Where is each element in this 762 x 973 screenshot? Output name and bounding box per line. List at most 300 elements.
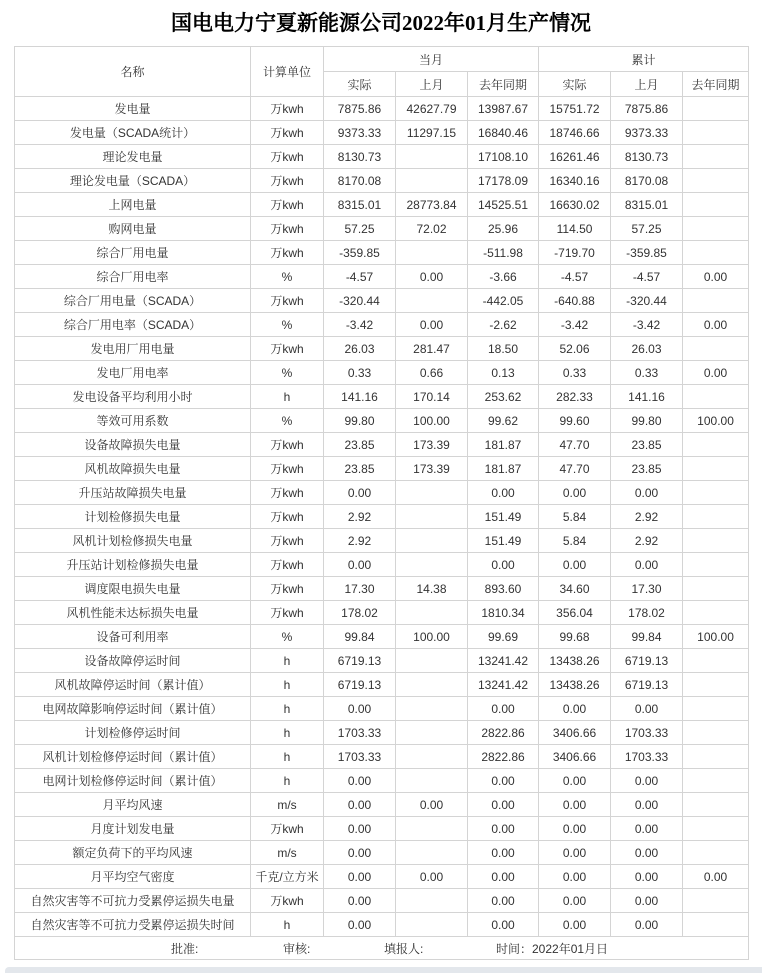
value-cell: 0.00: [468, 913, 539, 937]
table-row: [15, 217, 749, 241]
value-cell: 9373.33: [324, 121, 396, 145]
value-cell: 181.87: [468, 433, 539, 457]
row-name-cell: 综合厂用电率: [15, 265, 251, 289]
value-cell: [683, 529, 749, 553]
table-row: [15, 433, 749, 457]
unit-cell: h: [251, 673, 324, 697]
value-cell: [396, 673, 468, 697]
unit-cell: %: [251, 265, 324, 289]
value-cell: 0.00: [468, 841, 539, 865]
unit-cell: 万kwh: [251, 577, 324, 601]
value-cell: 25.96: [468, 217, 539, 241]
value-cell: 253.62: [468, 385, 539, 409]
unit-cell: 万kwh: [251, 481, 324, 505]
column-header-total-lastyear: 去年同期: [683, 72, 749, 97]
value-cell: 2.92: [611, 505, 683, 529]
unit-cell: m/s: [251, 841, 324, 865]
table-row: [15, 649, 749, 673]
value-cell: 0.00: [539, 481, 611, 505]
value-cell: 3406.66: [539, 721, 611, 745]
value-cell: 28773.84: [396, 193, 468, 217]
row-name-cell: 发电用厂用电量: [15, 337, 251, 361]
value-cell: 0.00: [324, 481, 396, 505]
value-cell: [683, 673, 749, 697]
unit-cell: 万kwh: [251, 169, 324, 193]
value-cell: 181.87: [468, 457, 539, 481]
column-group-cumulative: 累计: [539, 47, 749, 72]
value-cell: 114.50: [539, 217, 611, 241]
value-cell: [396, 841, 468, 865]
unit-cell: 万kwh: [251, 553, 324, 577]
unit-cell: 万kwh: [251, 241, 324, 265]
value-cell: [396, 529, 468, 553]
value-cell: -719.70: [539, 241, 611, 265]
value-cell: 13438.26: [539, 649, 611, 673]
value-cell: [683, 433, 749, 457]
column-header-month-actual: 实际: [324, 72, 396, 97]
value-cell: 99.69: [468, 625, 539, 649]
value-cell: -4.57: [324, 265, 396, 289]
value-cell: 100.00: [683, 409, 749, 433]
value-cell: -3.42: [611, 313, 683, 337]
column-header-unit: 计算单位: [251, 47, 324, 97]
value-cell: 0.00: [611, 889, 683, 913]
value-cell: -2.62: [468, 313, 539, 337]
reviewer-label: 审核:: [283, 942, 311, 956]
table-row: [15, 145, 749, 169]
value-cell: [683, 193, 749, 217]
value-cell: [683, 553, 749, 577]
value-cell: [683, 145, 749, 169]
value-cell: 14.38: [396, 577, 468, 601]
value-cell: [683, 385, 749, 409]
value-cell: 0.00: [324, 913, 396, 937]
value-cell: 151.49: [468, 505, 539, 529]
table-row: [15, 97, 749, 121]
value-cell: [396, 481, 468, 505]
value-cell: 0.00: [324, 841, 396, 865]
row-name-cell: 额定负荷下的平均风速: [15, 841, 251, 865]
value-cell: 2.92: [611, 529, 683, 553]
approver-label: 批准:: [171, 942, 199, 956]
unit-cell: 万kwh: [251, 97, 324, 121]
value-cell: 0.00: [324, 793, 396, 817]
value-cell: 0.00: [396, 265, 468, 289]
value-cell: 16630.02: [539, 193, 611, 217]
value-cell: -442.05: [468, 289, 539, 313]
table-row: [15, 505, 749, 529]
value-cell: 0.00: [468, 889, 539, 913]
signature-row: [15, 937, 749, 960]
table-row: [15, 289, 749, 313]
row-name-cell: 自然灾害等不可抗力受累停运损失时间: [15, 913, 251, 937]
value-cell: 0.00: [683, 361, 749, 385]
unit-cell: h: [251, 697, 324, 721]
value-cell: 8315.01: [611, 193, 683, 217]
table-row: [15, 913, 749, 937]
unit-cell: h: [251, 721, 324, 745]
value-cell: 34.60: [539, 577, 611, 601]
value-cell: [683, 505, 749, 529]
value-cell: 26.03: [324, 337, 396, 361]
value-cell: 15751.72: [539, 97, 611, 121]
row-name-cell: 月度计划发电量: [15, 817, 251, 841]
value-cell: 0.00: [539, 793, 611, 817]
row-name-cell: 升压站计划检修损失电量: [15, 553, 251, 577]
table-row: [15, 625, 749, 649]
value-cell: -3.66: [468, 265, 539, 289]
value-cell: [683, 769, 749, 793]
row-name-cell: 购网电量: [15, 217, 251, 241]
value-cell: 0.00: [468, 769, 539, 793]
table-row: [15, 577, 749, 601]
table-row: [15, 553, 749, 577]
value-cell: 0.00: [611, 865, 683, 889]
signature-cell: [15, 937, 749, 960]
row-name-cell: 设备故障损失电量: [15, 433, 251, 457]
unit-cell: 万kwh: [251, 457, 324, 481]
value-cell: 0.00: [539, 913, 611, 937]
table-row: [15, 889, 749, 913]
value-cell: [683, 337, 749, 361]
column-header-month-lastyear: 去年同期: [468, 72, 539, 97]
row-name-cell: 月平均空气密度: [15, 865, 251, 889]
value-cell: 0.00: [683, 313, 749, 337]
value-cell: 0.00: [611, 697, 683, 721]
value-cell: [396, 169, 468, 193]
value-cell: 99.80: [324, 409, 396, 433]
value-cell: 173.39: [396, 433, 468, 457]
value-cell: [683, 289, 749, 313]
value-cell: 0.00: [396, 865, 468, 889]
value-cell: 14525.51: [468, 193, 539, 217]
value-cell: [683, 121, 749, 145]
value-cell: 72.02: [396, 217, 468, 241]
value-cell: -3.42: [324, 313, 396, 337]
unit-cell: 千克/立方米: [251, 865, 324, 889]
value-cell: [396, 769, 468, 793]
value-cell: 99.62: [468, 409, 539, 433]
value-cell: 0.00: [611, 913, 683, 937]
unit-cell: 万kwh: [251, 601, 324, 625]
value-cell: [396, 601, 468, 625]
value-cell: 8170.08: [611, 169, 683, 193]
value-cell: 0.33: [539, 361, 611, 385]
value-cell: 0.00: [324, 817, 396, 841]
value-cell: [396, 913, 468, 937]
table-row: [15, 265, 749, 289]
value-cell: 99.60: [539, 409, 611, 433]
value-cell: 282.33: [539, 385, 611, 409]
value-cell: 23.85: [324, 433, 396, 457]
table-row: [15, 529, 749, 553]
value-cell: 99.68: [539, 625, 611, 649]
table-row: [15, 673, 749, 697]
row-name-cell: 理论发电量: [15, 145, 251, 169]
unit-cell: 万kwh: [251, 121, 324, 145]
page-title: 国电电力宁夏新能源公司2022年01月生产情况: [171, 11, 591, 35]
value-cell: 17108.10: [468, 145, 539, 169]
row-name-cell: 计划检修停运时间: [15, 721, 251, 745]
value-cell: [683, 169, 749, 193]
value-cell: 2822.86: [468, 721, 539, 745]
column-header-total-lastmonth: 上月: [611, 72, 683, 97]
row-name-cell: 发电厂用电率: [15, 361, 251, 385]
value-cell: 17178.09: [468, 169, 539, 193]
value-cell: [683, 913, 749, 937]
value-cell: 0.00: [396, 313, 468, 337]
table-row: [15, 481, 749, 505]
value-cell: 0.00: [396, 793, 468, 817]
value-cell: 0.00: [539, 889, 611, 913]
value-cell: 7875.86: [611, 97, 683, 121]
table-row: [15, 409, 749, 433]
table-row: [15, 793, 749, 817]
value-cell: [683, 697, 749, 721]
table-row: [15, 457, 749, 481]
value-cell: 2.92: [324, 505, 396, 529]
value-cell: 8315.01: [324, 193, 396, 217]
value-cell: 0.00: [539, 865, 611, 889]
value-cell: 0.00: [324, 889, 396, 913]
table-row: [15, 121, 749, 145]
unit-cell: 万kwh: [251, 433, 324, 457]
column-header-total-actual: 实际: [539, 72, 611, 97]
value-cell: 0.00: [468, 793, 539, 817]
column-header-month-lastmonth: 上月: [396, 72, 468, 97]
value-cell: [683, 481, 749, 505]
value-cell: 8130.73: [611, 145, 683, 169]
value-cell: 9373.33: [611, 121, 683, 145]
row-name-cell: 等效可用系数: [15, 409, 251, 433]
row-name-cell: 计划检修损失电量: [15, 505, 251, 529]
value-cell: 1703.33: [324, 745, 396, 769]
unit-cell: 万kwh: [251, 193, 324, 217]
value-cell: 0.00: [539, 817, 611, 841]
value-cell: [683, 97, 749, 121]
value-cell: 6719.13: [611, 649, 683, 673]
value-cell: [396, 889, 468, 913]
table-row: [15, 337, 749, 361]
value-cell: 6719.13: [324, 649, 396, 673]
row-name-cell: 发电量: [15, 97, 251, 121]
value-cell: 0.00: [611, 481, 683, 505]
value-cell: 0.00: [468, 865, 539, 889]
column-header-name: 名称: [15, 47, 251, 97]
value-cell: 18746.66: [539, 121, 611, 145]
value-cell: [683, 841, 749, 865]
value-cell: 173.39: [396, 457, 468, 481]
value-cell: 5.84: [539, 505, 611, 529]
table-row: [15, 193, 749, 217]
row-name-cell: 发电量（SCADA统计）: [15, 121, 251, 145]
value-cell: -4.57: [539, 265, 611, 289]
row-name-cell: 综合厂用电率（SCADA）: [15, 313, 251, 337]
row-name-cell: 风机故障损失电量: [15, 457, 251, 481]
value-cell: 0.00: [324, 697, 396, 721]
row-name-cell: 设备故障停运时间: [15, 649, 251, 673]
value-cell: 0.00: [683, 865, 749, 889]
unit-cell: h: [251, 913, 324, 937]
value-cell: [683, 793, 749, 817]
value-cell: 3406.66: [539, 745, 611, 769]
unit-cell: %: [251, 625, 324, 649]
row-name-cell: 电网故障影响停运时间（累计值）: [15, 697, 251, 721]
row-name-cell: 升压站故障损失电量: [15, 481, 251, 505]
table-row: [15, 841, 749, 865]
value-cell: 1703.33: [611, 721, 683, 745]
value-cell: [396, 289, 468, 313]
value-cell: 6719.13: [611, 673, 683, 697]
value-cell: [396, 697, 468, 721]
unit-cell: 万kwh: [251, 289, 324, 313]
value-cell: 23.85: [611, 457, 683, 481]
value-cell: 7875.86: [324, 97, 396, 121]
value-cell: 141.16: [611, 385, 683, 409]
value-cell: [683, 601, 749, 625]
table-row: [15, 745, 749, 769]
value-cell: 13241.42: [468, 649, 539, 673]
unit-cell: h: [251, 649, 324, 673]
value-cell: [396, 721, 468, 745]
value-cell: 0.00: [324, 865, 396, 889]
value-cell: 356.04: [539, 601, 611, 625]
value-cell: [683, 721, 749, 745]
table-row: [15, 361, 749, 385]
table-row: [15, 601, 749, 625]
preparer-label: 填报人:: [384, 942, 424, 956]
value-cell: 893.60: [468, 577, 539, 601]
value-cell: 151.49: [468, 529, 539, 553]
row-name-cell: 风机计划检修停运时间（累计值）: [15, 745, 251, 769]
value-cell: 0.33: [611, 361, 683, 385]
value-cell: [683, 457, 749, 481]
value-cell: 57.25: [324, 217, 396, 241]
table-row: [15, 769, 749, 793]
value-cell: -511.98: [468, 241, 539, 265]
value-cell: 57.25: [611, 217, 683, 241]
table-row: [15, 241, 749, 265]
value-cell: 0.33: [324, 361, 396, 385]
value-cell: 0.00: [539, 841, 611, 865]
value-cell: 0.00: [611, 841, 683, 865]
value-cell: 26.03: [611, 337, 683, 361]
value-cell: -4.57: [611, 265, 683, 289]
value-cell: [396, 817, 468, 841]
value-cell: [396, 553, 468, 577]
value-cell: 8130.73: [324, 145, 396, 169]
value-cell: 0.13: [468, 361, 539, 385]
table-body: [15, 97, 749, 937]
value-cell: 0.00: [468, 697, 539, 721]
value-cell: -359.85: [611, 241, 683, 265]
unit-cell: 万kwh: [251, 817, 324, 841]
column-group-current-month: 当月: [324, 47, 539, 72]
value-cell: [683, 217, 749, 241]
window-edge-strip: [5, 967, 762, 973]
row-name-cell: 调度限电损失电量: [15, 577, 251, 601]
value-cell: 0.00: [611, 769, 683, 793]
value-cell: 16340.16: [539, 169, 611, 193]
unit-cell: 万kwh: [251, 337, 324, 361]
value-cell: 6719.13: [324, 673, 396, 697]
value-cell: 0.00: [539, 553, 611, 577]
table-row: [15, 865, 749, 889]
header-group-row: [15, 47, 749, 72]
unit-cell: %: [251, 361, 324, 385]
unit-cell: h: [251, 769, 324, 793]
value-cell: 0.00: [611, 553, 683, 577]
value-cell: [396, 649, 468, 673]
table-row: [15, 697, 749, 721]
value-cell: 16840.46: [468, 121, 539, 145]
table-row: [15, 817, 749, 841]
value-cell: 1703.33: [324, 721, 396, 745]
production-report-table: [14, 46, 749, 960]
value-cell: 0.00: [539, 697, 611, 721]
row-name-cell: 风机故障停运时间（累计值）: [15, 673, 251, 697]
row-name-cell: 理论发电量（SCADA）: [15, 169, 251, 193]
row-name-cell: 发电设备平均利用小时: [15, 385, 251, 409]
value-cell: [683, 745, 749, 769]
value-cell: 0.00: [324, 553, 396, 577]
value-cell: 99.80: [611, 409, 683, 433]
table-row: [15, 313, 749, 337]
value-cell: 47.70: [539, 433, 611, 457]
row-name-cell: 综合厂用电量: [15, 241, 251, 265]
value-cell: 8170.08: [324, 169, 396, 193]
value-cell: 178.02: [324, 601, 396, 625]
value-cell: [683, 241, 749, 265]
value-cell: [683, 577, 749, 601]
value-cell: 100.00: [683, 625, 749, 649]
table-row: [15, 721, 749, 745]
value-cell: 100.00: [396, 409, 468, 433]
value-cell: 11297.15: [396, 121, 468, 145]
unit-cell: 万kwh: [251, 145, 324, 169]
value-cell: 23.85: [611, 433, 683, 457]
row-name-cell: 月平均风速: [15, 793, 251, 817]
value-cell: -320.44: [324, 289, 396, 313]
value-cell: 52.06: [539, 337, 611, 361]
value-cell: -3.42: [539, 313, 611, 337]
value-cell: -640.88: [539, 289, 611, 313]
value-cell: -320.44: [611, 289, 683, 313]
value-cell: 0.00: [468, 817, 539, 841]
value-cell: 0.66: [396, 361, 468, 385]
row-name-cell: 风机性能未达标损失电量: [15, 601, 251, 625]
row-name-cell: 风机计划检修损失电量: [15, 529, 251, 553]
unit-cell: m/s: [251, 793, 324, 817]
table-row: [15, 169, 749, 193]
value-cell: 0.00: [683, 265, 749, 289]
value-cell: 141.16: [324, 385, 396, 409]
value-cell: 42627.79: [396, 97, 468, 121]
value-cell: 281.47: [396, 337, 468, 361]
value-cell: 170.14: [396, 385, 468, 409]
value-cell: 178.02: [611, 601, 683, 625]
value-cell: 47.70: [539, 457, 611, 481]
unit-cell: 万kwh: [251, 529, 324, 553]
value-cell: 0.00: [468, 553, 539, 577]
value-cell: 23.85: [324, 457, 396, 481]
value-cell: 13987.67: [468, 97, 539, 121]
value-cell: [396, 241, 468, 265]
row-name-cell: 自然灾害等不可抗力受累停运损失电量: [15, 889, 251, 913]
table-row: [15, 385, 749, 409]
value-cell: [683, 649, 749, 673]
value-cell: [396, 505, 468, 529]
